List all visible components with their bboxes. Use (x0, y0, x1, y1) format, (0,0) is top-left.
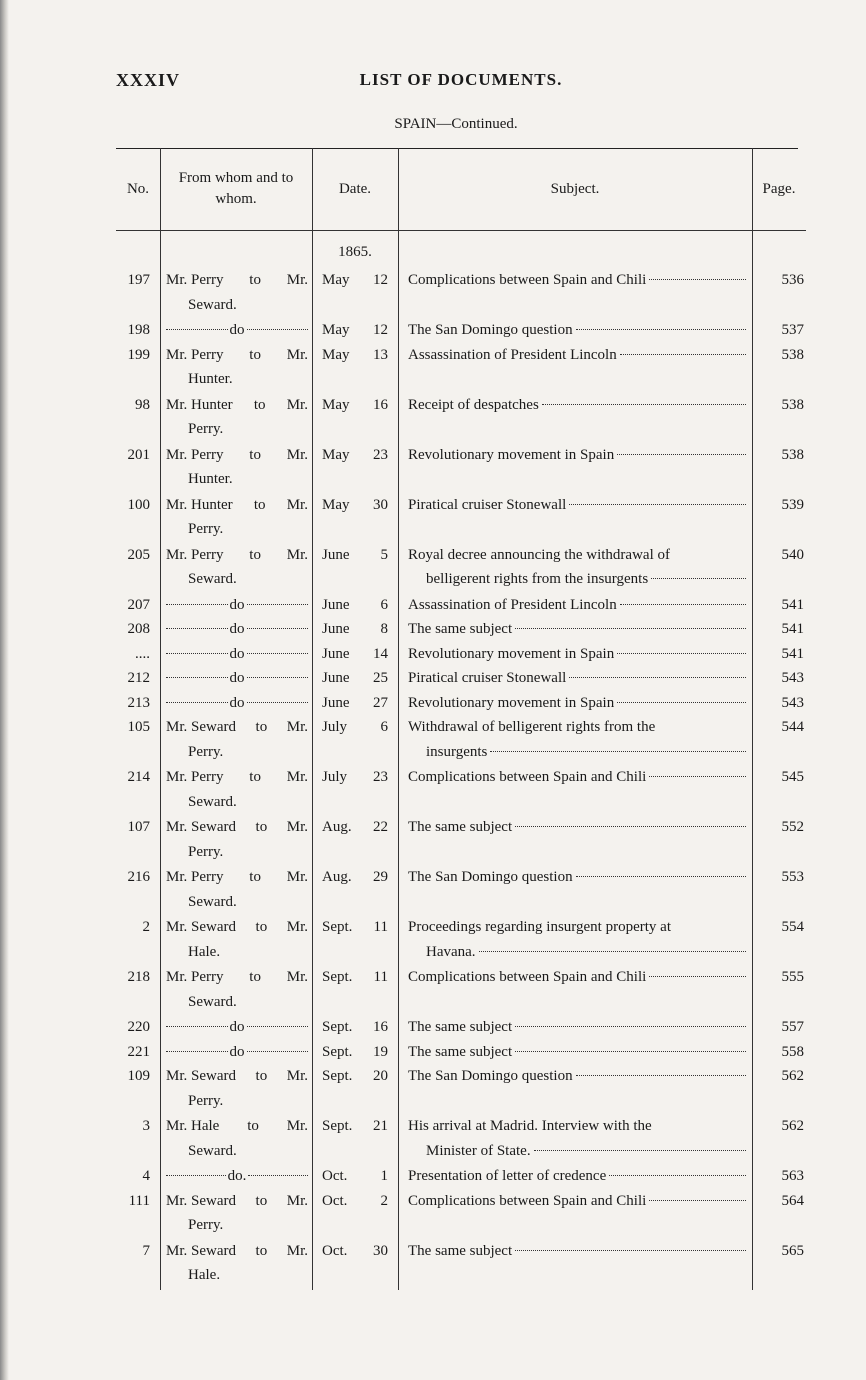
sender: Mr. Hunter (166, 496, 233, 513)
header-subject: Subject. (550, 180, 600, 197)
date-month: June (322, 546, 350, 563)
from-to-cell (166, 1114, 308, 1163)
table-row (116, 1114, 806, 1164)
to-word: to (255, 719, 268, 735)
ditto-text: do (229, 645, 245, 662)
date-month: June (322, 596, 350, 613)
date-month: May (322, 446, 350, 463)
doc-number: 213 (127, 694, 150, 711)
date-day: 16 (373, 396, 388, 413)
page-number: 538 (781, 396, 804, 413)
subject-text: Assassination of President Lincoln (408, 346, 617, 363)
from-to-cell (166, 1239, 308, 1288)
table-row (116, 1040, 806, 1065)
to-word: to (255, 1192, 268, 1209)
date-day: 8 (380, 621, 388, 637)
recipient-title: Mr. (286, 1192, 308, 1209)
doc-number: 218 (127, 969, 150, 985)
date-month: July (322, 769, 348, 785)
page-number: 543 (781, 694, 804, 711)
ditto-cell (166, 1164, 308, 1189)
page-number: 553 (781, 869, 804, 885)
ditto-text: do (229, 694, 245, 711)
doc-number: 111 (128, 1192, 150, 1209)
date-month: Oct. (322, 1242, 348, 1259)
page-number: 537 (781, 322, 804, 338)
date-day: 11 (373, 969, 388, 985)
subject-cell (408, 543, 746, 592)
doc-number: 100 (127, 496, 150, 513)
subject-text: Revolutionary movement in Spain (408, 694, 615, 711)
page-number: 552 (781, 819, 804, 835)
from-to-cell (166, 543, 308, 592)
date-day: 12 (373, 322, 388, 338)
ditto-cell (166, 642, 308, 667)
date-month: July (322, 719, 348, 735)
page-number: 541 (781, 645, 804, 662)
recipient: Seward. (188, 893, 237, 910)
recipient: Perry. (188, 743, 224, 760)
recipient-title: Mr. (286, 969, 308, 985)
recipient: Hunter. (188, 371, 233, 387)
doc-number: 198 (127, 322, 150, 338)
date-day: 16 (373, 1019, 388, 1035)
doc-number: 109 (127, 1068, 150, 1084)
header-date: Date. (338, 180, 372, 197)
date-day: 5 (380, 546, 388, 563)
page-number: 562 (781, 1118, 804, 1134)
subject-line1: Proceedings regarding insurgent property at (408, 919, 671, 935)
table-row (116, 1189, 806, 1239)
sender: Mr. Seward (166, 1242, 236, 1259)
subject-line2: belligerent rights from the insurgents (426, 571, 649, 587)
date-month: Sept. (322, 1043, 353, 1060)
subject-text: The same subject (408, 1043, 513, 1060)
table-row (116, 393, 806, 443)
header-no: No. (126, 180, 150, 197)
recipient: Perry. (188, 521, 224, 537)
doc-number: 212 (127, 670, 150, 686)
recipient-title: Mr. (286, 819, 308, 835)
date-day: 14 (373, 645, 388, 662)
page-number: 538 (781, 446, 804, 463)
to-word: to (253, 396, 266, 413)
ditto-text: do (229, 1043, 245, 1060)
date-day: 2 (380, 1192, 388, 1209)
page-number-roman: XXXIV (116, 70, 181, 90)
subject-text: The San Domingo question (408, 869, 573, 885)
subject-cell (408, 691, 746, 716)
to-word: to (249, 546, 261, 563)
subject-text: Piratical cruiser Stonewall (408, 670, 567, 686)
page-title: LIST OF DOCUMENTS. (359, 70, 563, 89)
page-number: 539 (781, 496, 804, 513)
date-day: 27 (373, 694, 388, 711)
from-to-cell (166, 965, 308, 1014)
ditto-text: do. (227, 1168, 247, 1184)
sender: Mr. Perry (166, 969, 224, 985)
subject-text: Receipt of despatches (408, 396, 539, 413)
date-day: 6 (380, 719, 388, 735)
ditto-cell (166, 1040, 308, 1065)
to-word: to (253, 496, 266, 513)
subject-text: Complications between Spain and Chili (408, 969, 647, 985)
date-month: May (322, 322, 350, 338)
table-row (116, 1164, 806, 1189)
table-row (116, 666, 806, 691)
ditto-cell (166, 593, 308, 618)
page-number: 540 (781, 546, 804, 563)
date-month: June (322, 670, 350, 686)
recipient: Perry. (188, 421, 224, 437)
date-day: 11 (373, 919, 388, 935)
subject-text: The San Domingo question (408, 1068, 573, 1084)
sender: Mr. Seward (166, 1068, 236, 1084)
header-from-to-line2: whom. (215, 191, 257, 207)
recipient-title: Mr. (286, 396, 308, 413)
table-row (116, 343, 806, 393)
date-month: Oct. (322, 1168, 348, 1184)
date-month: June (322, 694, 350, 711)
date-month: Oct. (322, 1192, 348, 1209)
page-number: 555 (781, 969, 804, 985)
recipient-title: Mr. (286, 1068, 308, 1084)
to-word: to (255, 819, 268, 835)
subject-cell (408, 1189, 746, 1214)
table-row (116, 815, 806, 865)
documents-table (116, 148, 806, 1290)
date-day: 20 (373, 1068, 388, 1084)
recipient: Seward. (188, 296, 237, 313)
subject-cell (408, 617, 746, 642)
subject-cell (408, 965, 746, 990)
recipient-title: Mr. (286, 1242, 308, 1259)
page-number: 565 (781, 1242, 804, 1259)
sender: Mr. Hale (166, 1118, 220, 1134)
doc-number: 208 (127, 621, 150, 637)
recipient-title: Mr. (286, 769, 308, 785)
recipient: Hunter. (188, 471, 233, 487)
section-subtitle: SPAIN—Continued. (394, 116, 518, 132)
to-word: to (249, 869, 261, 885)
to-word: to (255, 1242, 268, 1259)
subject-line2: Havana. (426, 943, 476, 960)
doc-number: .... (135, 645, 150, 662)
table-row (116, 1015, 806, 1040)
page-number: 536 (781, 272, 804, 288)
sender: Mr. Perry (166, 769, 224, 785)
ditto-cell (166, 1015, 308, 1040)
to-word: to (247, 1118, 259, 1134)
date-month: Sept. (322, 1019, 353, 1035)
doc-number: 3 (142, 1118, 150, 1134)
from-to-cell (166, 393, 308, 442)
doc-number: 216 (127, 869, 150, 885)
recipient-title: Mr. (286, 869, 308, 885)
date-day: 6 (380, 596, 388, 613)
to-word: to (255, 919, 268, 935)
subject-line1: Royal decree announcing the withdrawal of (408, 546, 670, 563)
doc-number: 205 (127, 546, 150, 563)
subject-line2: Minister of State. (426, 1142, 531, 1159)
ditto-text: do (229, 621, 245, 637)
page-number: 558 (781, 1043, 804, 1060)
subject-cell (408, 1114, 746, 1163)
date-month: May (322, 272, 350, 288)
table-row (116, 642, 806, 667)
to-word: to (249, 446, 261, 463)
subject-cell (408, 666, 746, 691)
page-edge (0, 0, 9, 1380)
subject-cell (408, 268, 746, 293)
subject-cell (408, 593, 746, 618)
date-day: 29 (373, 869, 388, 885)
subject-text: Complications between Spain and Chili (408, 1192, 647, 1209)
recipient: Perry. (188, 843, 224, 860)
ditto-cell (166, 318, 308, 343)
doc-number: 199 (127, 346, 150, 363)
table-header-rule (116, 230, 806, 231)
table-row (116, 617, 806, 642)
table-row (116, 765, 806, 815)
subject-cell (408, 318, 746, 343)
to-word: to (249, 272, 261, 288)
table-row (116, 691, 806, 716)
doc-number: 221 (127, 1043, 150, 1060)
subject-cell (408, 642, 746, 667)
subject-cell (408, 1040, 746, 1065)
recipient: Hale. (188, 943, 221, 960)
doc-number: 4 (142, 1168, 150, 1184)
date-month: May (322, 496, 350, 513)
subject-cell (408, 1239, 746, 1264)
subject-text: Presentation of letter of credence (408, 1168, 607, 1184)
ditto-cell (166, 691, 308, 716)
year-label: 1865. (338, 244, 372, 260)
table-row (116, 318, 806, 343)
table-row (116, 1239, 806, 1289)
table-row (116, 593, 806, 618)
page-number: 562 (781, 1068, 804, 1084)
recipient: Perry. (188, 1217, 224, 1233)
table-row (116, 865, 806, 915)
date-day: 21 (373, 1118, 388, 1134)
date-day: 23 (373, 446, 388, 463)
recipient: Seward. (188, 571, 237, 587)
page-number: 541 (781, 621, 804, 637)
doc-number: 201 (127, 446, 150, 463)
doc-number: 214 (127, 769, 150, 785)
recipient-title: Mr. (286, 546, 308, 563)
from-to-cell (166, 715, 308, 764)
from-to-cell (166, 765, 308, 814)
doc-number: 2 (142, 919, 150, 935)
subject-cell (408, 493, 746, 518)
subject-line2: insurgents (426, 743, 488, 760)
sender: Mr. Perry (166, 446, 224, 463)
from-to-cell (166, 493, 308, 542)
subject-text: Complications between Spain and Chili (408, 272, 647, 288)
table-row (116, 543, 806, 593)
recipient: Seward. (188, 993, 237, 1010)
subject-text: The same subject (408, 819, 513, 835)
sender: Mr. Perry (166, 869, 224, 885)
page-number: 538 (781, 346, 804, 363)
subject-text: Piratical cruiser Stonewall (408, 496, 567, 513)
recipient: Hale. (188, 1267, 221, 1283)
from-to-cell (166, 1189, 308, 1238)
table-row (116, 915, 806, 965)
from-to-cell (166, 268, 308, 317)
subject-text: The same subject (408, 1242, 513, 1259)
subject-cell (408, 393, 746, 418)
table-row (116, 443, 806, 493)
date-month: Aug. (322, 819, 352, 835)
page-number: 554 (781, 919, 804, 935)
recipient-title: Mr. (286, 719, 308, 735)
sender: Mr. Seward (166, 719, 236, 735)
date-day: 30 (373, 1242, 388, 1259)
doc-number: 105 (127, 719, 150, 735)
subject-text: Assassination of President Lincoln (408, 596, 617, 613)
recipient-title: Mr. (286, 1118, 308, 1134)
subject-cell (408, 815, 746, 840)
from-to-cell (166, 443, 308, 492)
date-day: 1 (380, 1168, 388, 1184)
sender: Mr. Perry (166, 272, 224, 288)
date-day: 12 (373, 272, 388, 288)
date-month: May (322, 346, 350, 363)
sender: Mr. Hunter (166, 396, 233, 413)
date-day: 25 (373, 670, 388, 686)
from-to-cell (166, 915, 308, 964)
header-from-to (160, 148, 312, 230)
doc-number: 197 (127, 272, 150, 288)
to-word: to (249, 346, 261, 363)
ditto-text: do (229, 670, 245, 686)
date-month: Aug. (322, 869, 352, 885)
ditto-text: do (229, 596, 245, 613)
date-day: 22 (373, 819, 388, 835)
page-number: 564 (781, 1192, 804, 1209)
sender: Mr. Seward (166, 919, 236, 935)
subject-cell (408, 1015, 746, 1040)
date-month: June (322, 645, 350, 662)
to-word: to (249, 969, 261, 985)
date-month: Sept. (322, 1068, 353, 1084)
to-word: to (255, 1068, 268, 1084)
table-rows (116, 268, 806, 1289)
table-row (116, 715, 806, 765)
subject-cell (408, 865, 746, 890)
subject-cell (408, 443, 746, 468)
subject-cell (408, 343, 746, 368)
subject-cell (408, 765, 746, 790)
sender: Mr. Seward (166, 819, 236, 835)
recipient: Seward. (188, 1142, 237, 1159)
recipient-title: Mr. (286, 496, 308, 513)
doc-number: 220 (127, 1019, 150, 1035)
date-day: 13 (373, 346, 388, 363)
date-month: May (322, 396, 350, 413)
table-row (116, 493, 806, 543)
subject-cell (408, 1164, 746, 1189)
recipient-title: Mr. (286, 919, 308, 935)
doc-number: 207 (127, 596, 150, 613)
ditto-cell (166, 617, 308, 642)
from-to-cell (166, 815, 308, 864)
recipient-title: Mr. (286, 272, 308, 288)
subject-text: Complications between Spain and Chili (408, 769, 647, 785)
date-month: Sept. (322, 1118, 353, 1134)
page-number: 563 (781, 1168, 804, 1184)
subject-cell (408, 715, 746, 764)
date-month: Sept. (322, 919, 353, 935)
subject-text: The same subject (408, 621, 513, 637)
date-month: Sept. (322, 969, 353, 985)
date-day: 23 (373, 769, 388, 785)
date-day: 19 (373, 1043, 388, 1060)
page-number: 544 (781, 719, 804, 735)
page-number: 541 (781, 596, 804, 613)
doc-number: 98 (135, 396, 150, 413)
date-month: June (322, 621, 350, 637)
page-header (116, 70, 806, 96)
recipient-title: Mr. (286, 446, 308, 463)
from-to-cell (166, 1064, 308, 1113)
subject-text: Revolutionary movement in Spain (408, 446, 615, 463)
sender: Mr. Perry (166, 546, 224, 563)
subject-cell (408, 1064, 746, 1089)
sender: Mr. Seward (166, 1192, 236, 1209)
ditto-text: do (229, 1019, 245, 1035)
header-page: Page. (762, 180, 796, 197)
ditto-text: do (229, 322, 245, 338)
subject-text: The same subject (408, 1019, 513, 1035)
date-day: 30 (373, 496, 388, 513)
from-to-cell (166, 865, 308, 914)
page-number: 545 (781, 769, 804, 785)
subject-line1: Withdrawal of belligerent rights from the (408, 719, 656, 735)
subject-text: The San Domingo question (408, 322, 573, 338)
header-from-to-line1: From whom and to (178, 170, 294, 186)
recipient-title: Mr. (286, 346, 308, 363)
sender: Mr. Perry (166, 346, 224, 363)
table-row (116, 268, 806, 318)
ditto-cell (166, 666, 308, 691)
table-row (116, 965, 806, 1015)
to-word: to (249, 769, 261, 785)
subject-text: Revolutionary movement in Spain (408, 645, 615, 662)
subject-line1: His arrival at Madrid. Interview with the (408, 1118, 652, 1134)
doc-number: 7 (142, 1242, 150, 1259)
recipient: Perry. (188, 1092, 224, 1109)
recipient: Seward. (188, 793, 237, 810)
from-to-cell (166, 343, 308, 392)
table-row (116, 1064, 806, 1114)
doc-number: 107 (127, 819, 150, 835)
subject-cell (408, 915, 746, 964)
page-number: 543 (781, 670, 804, 686)
page-number: 557 (781, 1019, 804, 1035)
